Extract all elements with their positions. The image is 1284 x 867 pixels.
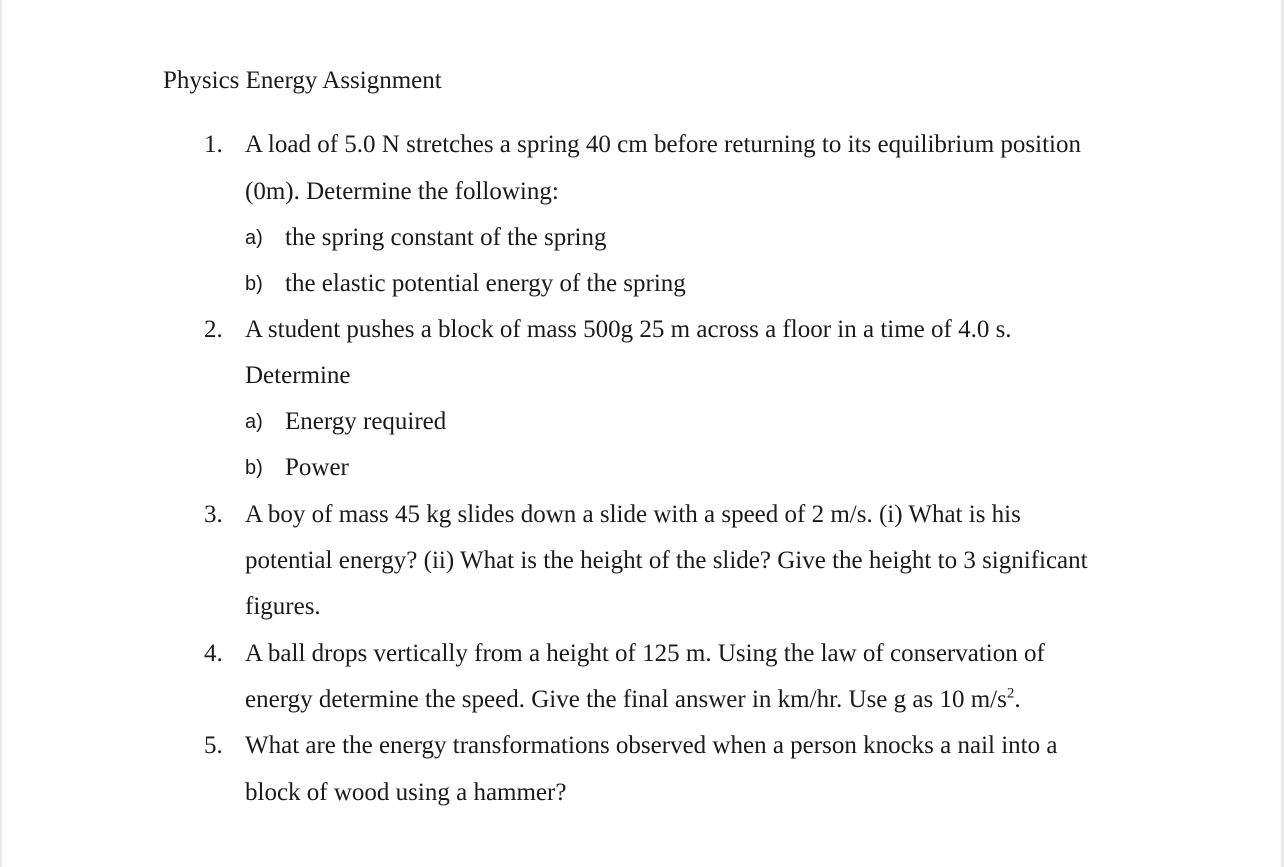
question-text: energy determine the speed. Give the final answer in km/hr. Use g as 10 m/s bbox=[245, 686, 1007, 713]
question-text-line: A load of 5.0 N stretches a spring 40 cm before returning to its equilibrium position bbox=[245, 131, 1081, 158]
part-letter: a) bbox=[245, 227, 263, 249]
question-text-line: figures. bbox=[245, 593, 321, 620]
sentence-period: . bbox=[1014, 686, 1021, 713]
question-text-line: block of wood using a hammer? bbox=[245, 779, 567, 806]
question-number: 2. bbox=[204, 316, 223, 343]
question-text-line: (0m). Determine the following: bbox=[245, 178, 559, 205]
page-left-border bbox=[0, 0, 2, 867]
question-number: 1. bbox=[204, 131, 223, 158]
question-text-line: potential energy? (ii) What is the height of the slide? Give the height to 3 significant bbox=[245, 547, 1088, 574]
part-letter: b) bbox=[245, 457, 263, 479]
document-title: Physics Energy Assignment bbox=[163, 67, 442, 94]
part-text: the elastic potential energy of the spring bbox=[285, 270, 686, 297]
question-text-line: What are the energy transformations observed when a person knocks a nail into a bbox=[245, 732, 1058, 759]
part-text: Power bbox=[285, 454, 349, 481]
part-letter: b) bbox=[245, 273, 263, 295]
question-text-line: A boy of mass 45 kg slides down a slide with a speed of 2 m/s. (i) What is his bbox=[245, 501, 1021, 528]
part-text: the spring constant of the spring bbox=[285, 224, 607, 251]
question-text-line: Determine bbox=[245, 362, 351, 389]
question-number: 3. bbox=[204, 501, 223, 528]
question-text-line: A student pushes a block of mass 500g 25 m across a floor in a time of 4.0 s. bbox=[245, 316, 1012, 343]
question-number: 5. bbox=[204, 732, 223, 759]
superscript-exponent: 2 bbox=[1006, 685, 1015, 702]
part-text: Energy required bbox=[285, 408, 447, 435]
part-letter: a) bbox=[245, 411, 263, 433]
question-number: 4. bbox=[204, 640, 223, 667]
question-text-line bbox=[245, 683, 1021, 717]
question-text-line: A ball drops vertically from a height of 125 m. Using the law of conservation of bbox=[245, 640, 1045, 667]
